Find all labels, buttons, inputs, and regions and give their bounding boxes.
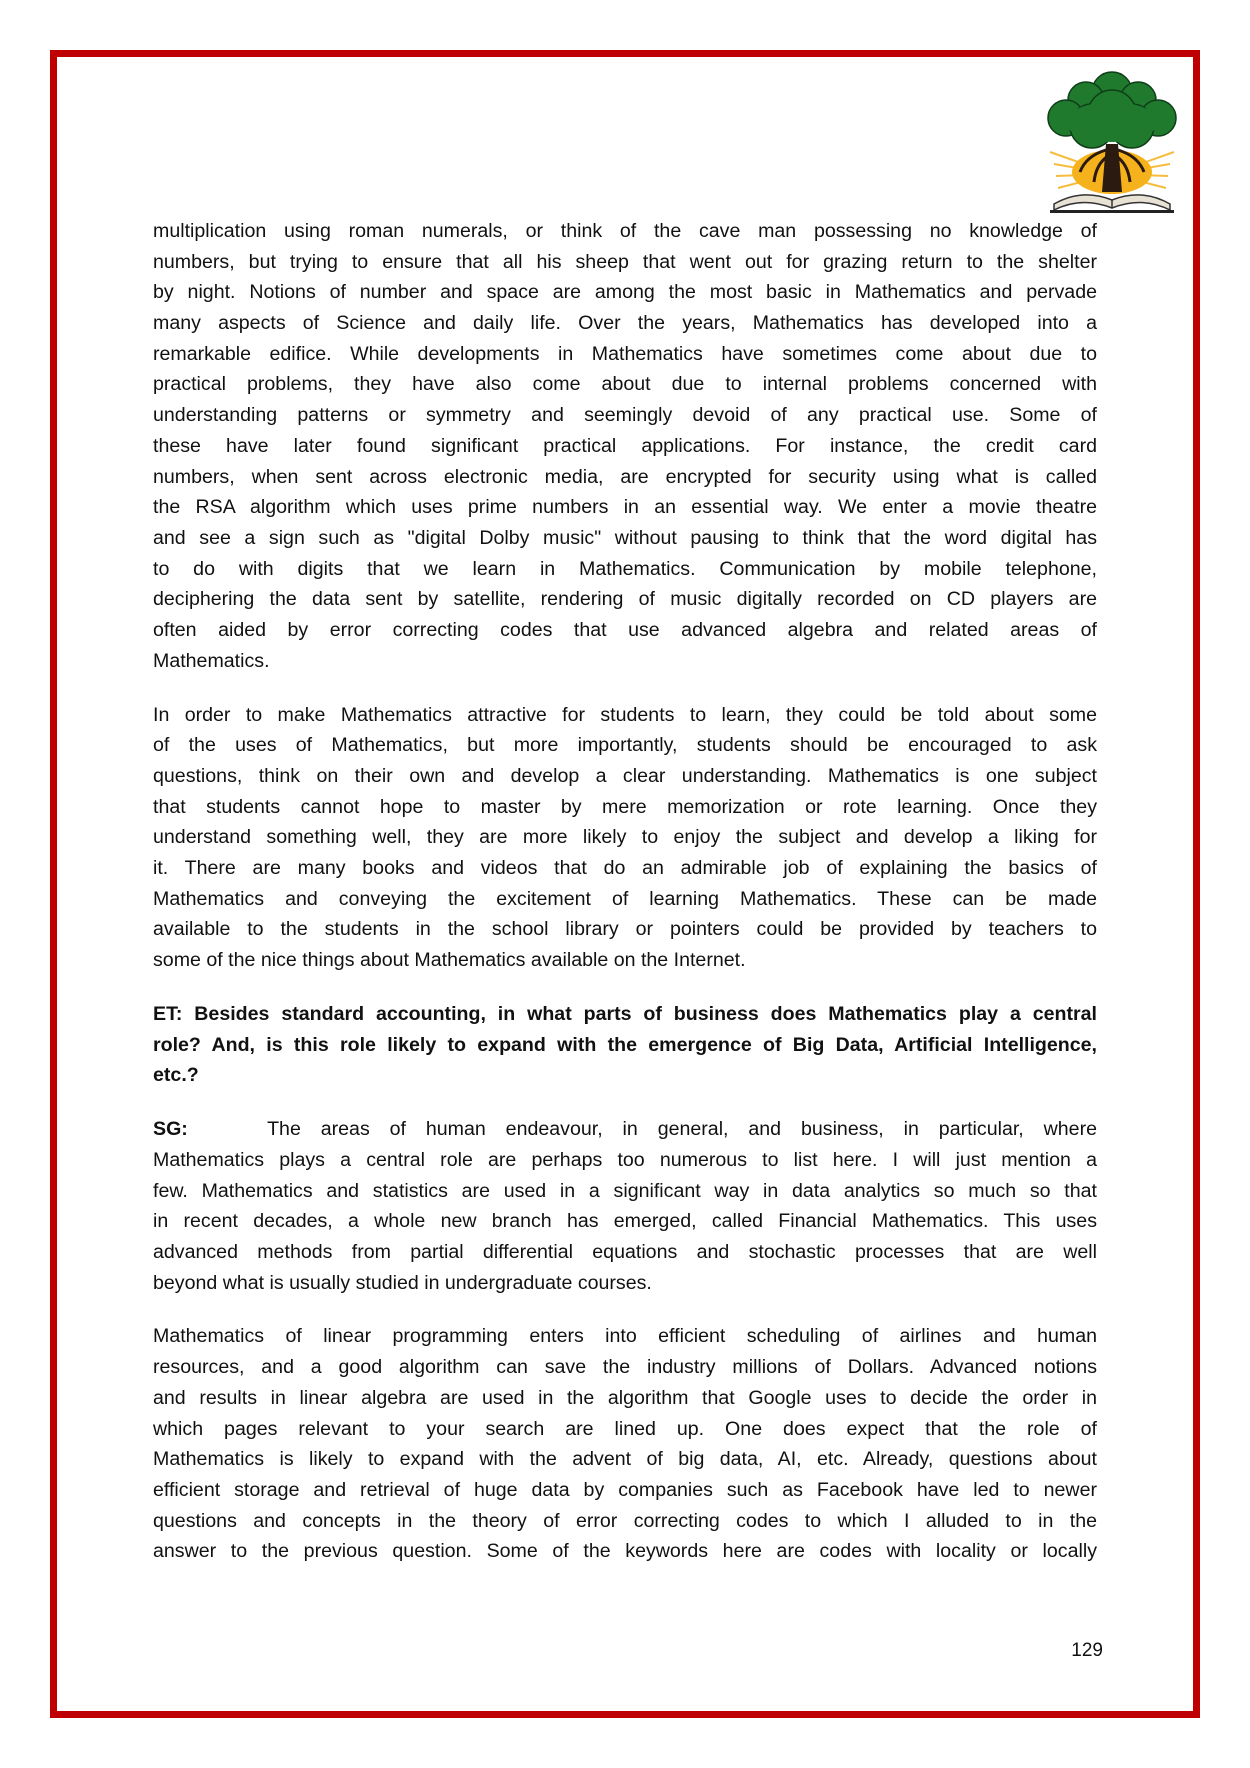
text-line: questions and concepts in the theory of error correcting codes to which I alluded to in the	[153, 1509, 1097, 1532]
text-line: understand something well, they are more likely to enjoy the subject and develop a liking for	[153, 826, 1097, 849]
text-line: many aspects of Science and daily life. Over the years, Mathematics has developed into a	[153, 312, 1097, 335]
text-line: and results in linear algebra are used in the algorithm that Google uses to decide the order in	[153, 1386, 1097, 1409]
text-line: deciphering the data sent by satellite, rendering of music digitally recorded on CD players are	[153, 588, 1097, 611]
interviewer-question-et	[153, 999, 1097, 1091]
text-line: by night. Notions of number and space are among the most basic in Mathematics and pervade	[153, 281, 1097, 304]
text-line: efficient storage and retrieval of huge data by companies such as Facebook have led to newer	[153, 1478, 1097, 1501]
text-line: advanced methods from partial differential equations and stochastic processes that are well	[153, 1240, 1097, 1263]
body-paragraph-5	[153, 1321, 1097, 1567]
text-line: which pages relevant to your search are lined up. One does expect that the role of	[153, 1417, 1097, 1440]
text-line: these have later found significant practical applications. For instance, the credit card	[153, 434, 1097, 457]
text-line: available to the students in the school library or pointers could be provided by teachers to	[153, 918, 1097, 941]
text-line: numbers, when sent across electronic media, are encrypted for security using what is called	[153, 465, 1097, 488]
text-line: some of the nice things about Mathematics available on the Internet.	[153, 949, 746, 971]
text-line: to do with digits that we learn in Mathematics. Communication by mobile telephone,	[153, 557, 1097, 580]
text-line: Mathematics is likely to expand with the advent of big data, AI, etc. Already, questions about	[153, 1448, 1097, 1471]
question-line: ET: Besides standard accounting, in what parts of business does Mathematics play a central	[153, 1002, 1097, 1025]
answer-first-line-text: The areas of human endeavour, in general, and business, in particular, where	[267, 1118, 1098, 1141]
article-body	[153, 216, 1097, 1590]
question-line: role? And, is this role likely to expand with the emergence of Big Data, Artificial Intelligence,	[153, 1033, 1097, 1056]
text-line: practical problems, they have also come about due to internal problems concerned with	[153, 373, 1097, 396]
answer-paragraph-sg	[153, 1114, 1097, 1298]
page-number: 129	[1071, 1640, 1103, 1661]
text-line: questions, think on their own and develop a clear understanding. Mathematics is one subject	[153, 764, 1097, 787]
text-line: few. Mathematics and statistics are used in a significant way in data analytics so much so that	[153, 1179, 1097, 1202]
text-line: Mathematics of linear programming enters into efficient scheduling of airlines and human	[153, 1325, 1097, 1348]
question-line: etc.?	[153, 1064, 199, 1087]
text-line: and see a sign such as "digital Dolby music" without pausing to think that the word digital has	[153, 526, 1097, 549]
body-paragraph-2	[153, 700, 1097, 976]
text-line: multiplication using roman numerals, or think of the cave man possessing no knowledge of	[153, 220, 1097, 242]
text-line: in recent decades, a whole new branch has emerged, called Financial Mathematics. This uses	[153, 1210, 1097, 1233]
text-line: resources, and a good algorithm can save the industry millions of Dollars. Advanced notions	[153, 1356, 1097, 1379]
text-line: it. There are many books and videos that do an admirable job of explaining the basics of	[153, 856, 1097, 879]
text-line: Mathematics.	[153, 649, 270, 672]
text-line: understanding patterns or symmetry and seemingly devoid of any practical use. Some of	[153, 404, 1097, 427]
text-line: that students cannot hope to master by mere memorization or rote learning. Once they	[153, 795, 1097, 818]
text-line: often aided by error correcting codes that use advanced algebra and related areas of	[153, 618, 1097, 641]
body-paragraph-1	[153, 216, 1097, 676]
text-line: beyond what is usually studied in undergraduate courses.	[153, 1271, 652, 1294]
text-line: numbers, but trying to ensure that all his sheep that went out for grazing return to the shelter	[153, 250, 1097, 273]
text-line: remarkable edifice. While developments in Mathematics have sometimes come about due to	[153, 342, 1097, 365]
speaker-label-sg: SG:	[153, 1118, 188, 1141]
text-line: Mathematics plays a central role are perhaps too numerous to list here. I will just mention a	[153, 1148, 1097, 1171]
text-line: Mathematics and conveying the excitement of learning Mathematics. These can be made	[153, 887, 1097, 910]
text-line: the RSA algorithm which uses prime numbers in an essential way. We enter a movie theatre	[153, 496, 1097, 519]
answer-first-line	[153, 1114, 1097, 1145]
text-line: In order to make Mathematics attractive for students to learn, they could be told about some	[153, 703, 1097, 726]
text-line: of the uses of Mathematics, but more importantly, students should be encouraged to ask	[153, 734, 1097, 757]
tree-book-logo-icon	[1036, 64, 1188, 214]
text-line: answer to the previous question. Some of the keywords here are codes with locality or locally	[153, 1540, 1097, 1563]
